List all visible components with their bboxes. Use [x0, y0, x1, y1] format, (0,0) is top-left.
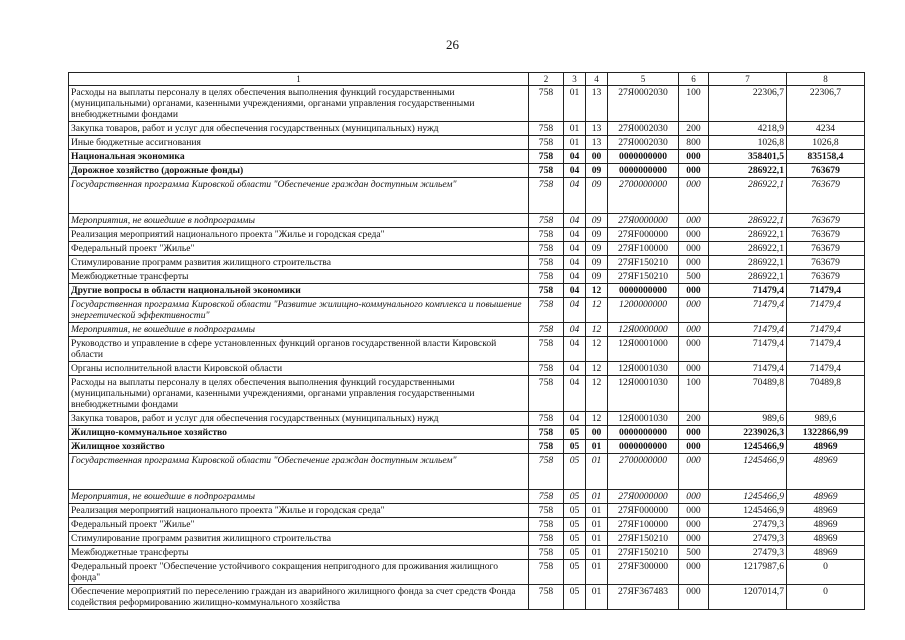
row-expense-type: 000	[679, 323, 709, 337]
row-expense-type: 000	[679, 256, 709, 270]
row-grbs: 758	[529, 122, 564, 136]
row-sum-2: 989,6	[787, 412, 865, 426]
row-target-article: 12Я0001000	[608, 337, 679, 362]
row-grbs: 758	[529, 426, 564, 440]
column-header-grbs: 2	[529, 73, 564, 86]
row-sum-1: 27479,3	[709, 518, 787, 532]
row-target-article: 27Я0002030	[608, 136, 679, 150]
table-row	[69, 256, 865, 270]
row-grbs: 758	[529, 546, 564, 560]
row-target-article: 12Я0001030	[608, 362, 679, 376]
row-sum-2: 1322866,99	[787, 426, 865, 440]
row-target-article: 27ЯF150210	[608, 270, 679, 284]
table-row	[69, 518, 865, 532]
row-expense-type: 000	[679, 560, 709, 585]
row-sum-2: 763679	[787, 270, 865, 284]
row-sum-1: 1245466,9	[709, 490, 787, 504]
row-expense-type: 000	[679, 532, 709, 546]
table-row	[69, 323, 865, 337]
row-grbs: 758	[529, 454, 564, 490]
table-row	[69, 228, 865, 242]
row-sum-1: 71479,4	[709, 298, 787, 323]
row-section: 04	[564, 284, 586, 298]
row-subsection: 12	[586, 298, 608, 323]
row-sum-2: 22306,7	[787, 86, 865, 122]
row-grbs: 758	[529, 228, 564, 242]
row-sum-1: 1245466,9	[709, 504, 787, 518]
row-section: 05	[564, 426, 586, 440]
row-section: 05	[564, 585, 586, 610]
table-row	[69, 532, 865, 546]
row-grbs: 758	[529, 376, 564, 412]
row-expense-type: 000	[679, 228, 709, 242]
row-section: 05	[564, 560, 586, 585]
row-sum-2: 48969	[787, 490, 865, 504]
row-target-article: 27Я0000000	[608, 214, 679, 228]
row-grbs: 758	[529, 518, 564, 532]
row-sum-1: 286922,1	[709, 228, 787, 242]
table-row	[69, 362, 865, 376]
row-sum-1: 989,6	[709, 412, 787, 426]
row-subsection: 12	[586, 376, 608, 412]
row-expense-type: 000	[679, 585, 709, 610]
row-sum-2: 763679	[787, 214, 865, 228]
row-subsection: 09	[586, 228, 608, 242]
row-name: Межбюджетные трансферты	[69, 270, 529, 284]
table-row	[69, 214, 865, 228]
row-sum-1: 286922,1	[709, 178, 787, 214]
row-section: 05	[564, 454, 586, 490]
table-row	[69, 426, 865, 440]
row-grbs: 758	[529, 86, 564, 122]
row-grbs: 758	[529, 164, 564, 178]
table-row	[69, 136, 865, 150]
row-grbs: 758	[529, 585, 564, 610]
row-sum-2: 763679	[787, 164, 865, 178]
row-subsection: 12	[586, 284, 608, 298]
row-grbs: 758	[529, 323, 564, 337]
row-target-article: 12Я0001030	[608, 412, 679, 426]
table-row	[69, 178, 865, 214]
row-sum-2: 0	[787, 585, 865, 610]
column-header-sum-2: 8	[787, 73, 865, 86]
row-section: 04	[564, 214, 586, 228]
row-expense-type: 000	[679, 454, 709, 490]
row-grbs: 758	[529, 412, 564, 426]
row-sum-2: 0	[787, 560, 865, 585]
row-target-article: 27ЯF100000	[608, 242, 679, 256]
row-target-article: 1200000000	[608, 298, 679, 323]
row-sum-2: 71479,4	[787, 337, 865, 362]
table-row	[69, 242, 865, 256]
row-grbs: 758	[529, 242, 564, 256]
row-subsection: 09	[586, 270, 608, 284]
row-grbs: 758	[529, 298, 564, 323]
row-grbs: 758	[529, 504, 564, 518]
row-target-article: 27ЯF000000	[608, 504, 679, 518]
row-sum-1: 71479,4	[709, 362, 787, 376]
row-target-article: 0000000000	[608, 150, 679, 164]
row-subsection: 01	[586, 454, 608, 490]
row-grbs: 758	[529, 136, 564, 150]
row-sum-1: 71479,4	[709, 323, 787, 337]
row-name: Другие вопросы в области национальной экономики	[69, 284, 529, 298]
row-target-article: 27Я0000000	[608, 490, 679, 504]
row-name: Государственная программа Кировской области "Обеспечение граждан доступным жильем"	[69, 178, 529, 214]
row-name: Федеральный проект "Обеспечение устойчивого сокращения непригодного для проживания жилищного фонда"	[69, 560, 529, 585]
row-section: 04	[564, 323, 586, 337]
table-row	[69, 504, 865, 518]
row-section: 04	[564, 256, 586, 270]
row-sum-2: 71479,4	[787, 362, 865, 376]
row-section: 04	[564, 298, 586, 323]
row-target-article: 27ЯF000000	[608, 228, 679, 242]
row-subsection: 09	[586, 256, 608, 270]
row-sum-2: 70489,8	[787, 376, 865, 412]
row-sum-1: 27479,3	[709, 532, 787, 546]
row-subsection: 01	[586, 532, 608, 546]
row-target-article: 27ЯF150210	[608, 256, 679, 270]
row-sum-1: 1245466,9	[709, 454, 787, 490]
row-name: Государственная программа Кировской области "Развитие жилищно-коммунального комплекса и повышение энергетической эффективности"	[69, 298, 529, 323]
row-sum-2: 48969	[787, 546, 865, 560]
page-number: 26	[446, 37, 459, 52]
column-header-section: 3	[564, 73, 586, 86]
row-sum-2: 71479,4	[787, 323, 865, 337]
row-expense-type: 000	[679, 284, 709, 298]
row-sum-2: 763679	[787, 178, 865, 214]
row-subsection: 01	[586, 490, 608, 504]
row-expense-type: 000	[679, 440, 709, 454]
row-expense-type: 000	[679, 426, 709, 440]
row-name: Реализация мероприятий национального проекта "Жилье и городская среда"	[69, 504, 529, 518]
row-grbs: 758	[529, 178, 564, 214]
row-sum-1: 2239026,3	[709, 426, 787, 440]
row-subsection: 13	[586, 86, 608, 122]
table-row	[69, 270, 865, 284]
row-expense-type: 100	[679, 86, 709, 122]
row-grbs: 758	[529, 440, 564, 454]
row-section: 04	[564, 228, 586, 242]
row-sum-2: 763679	[787, 228, 865, 242]
row-expense-type: 000	[679, 150, 709, 164]
row-subsection: 01	[586, 546, 608, 560]
column-header-target-article: 5	[608, 73, 679, 86]
row-section: 04	[564, 164, 586, 178]
row-name: Расходы на выплаты персоналу в целях обеспечения выполнения функций государственными (муниципальными) органами, казенными учреждениями, органами управления государственными внебюджетными фондами	[69, 376, 529, 412]
column-header-sum-1: 7	[709, 73, 787, 86]
row-target-article: 27ЯF150210	[608, 546, 679, 560]
row-sum-2: 763679	[787, 242, 865, 256]
row-section: 01	[564, 86, 586, 122]
row-sum-2: 48969	[787, 440, 865, 454]
row-name: Расходы на выплаты персоналу в целях обеспечения выполнения функций государственными (муниципальными) органами, казенными учреждениями, органами управления государственными внебюджетными фондами	[69, 86, 529, 122]
row-section: 04	[564, 412, 586, 426]
row-expense-type: 000	[679, 214, 709, 228]
row-grbs: 758	[529, 150, 564, 164]
table-row	[69, 376, 865, 412]
row-subsection: 13	[586, 136, 608, 150]
table-row	[69, 86, 865, 122]
row-name: Иные бюджетные ассигнования	[69, 136, 529, 150]
row-sum-2: 48969	[787, 532, 865, 546]
row-target-article: 27ЯF300000	[608, 560, 679, 585]
row-section: 01	[564, 136, 586, 150]
row-subsection: 12	[586, 412, 608, 426]
row-section: 04	[564, 178, 586, 214]
row-subsection: 13	[586, 122, 608, 136]
row-name: Закупка товаров, работ и услуг для обеспечения государственных (муниципальных) нужд	[69, 122, 529, 136]
table-row	[69, 298, 865, 323]
row-section: 05	[564, 490, 586, 504]
row-name: Руководство и управление в сфере установленных функций органов государственной власти Кировской области	[69, 337, 529, 362]
row-grbs: 758	[529, 560, 564, 585]
row-section: 05	[564, 440, 586, 454]
row-name: Федеральный проект "Жилье"	[69, 242, 529, 256]
table-row	[69, 585, 865, 610]
table-row	[69, 412, 865, 426]
row-sum-2: 835158,4	[787, 150, 865, 164]
row-name: Федеральный проект "Жилье"	[69, 518, 529, 532]
row-sum-2: 763679	[787, 256, 865, 270]
column-number-row	[69, 73, 865, 86]
table-row	[69, 150, 865, 164]
row-name: Реализация мероприятий национального проекта "Жилье и городская среда"	[69, 228, 529, 242]
row-sum-1: 4218,9	[709, 122, 787, 136]
row-sum-1: 1207014,7	[709, 585, 787, 610]
row-section: 05	[564, 504, 586, 518]
row-subsection: 12	[586, 337, 608, 362]
row-sum-1: 71479,4	[709, 337, 787, 362]
row-sum-1: 286922,1	[709, 214, 787, 228]
row-subsection: 09	[586, 178, 608, 214]
row-subsection: 00	[586, 426, 608, 440]
row-section: 04	[564, 376, 586, 412]
row-target-article: 12Я0001030	[608, 376, 679, 412]
row-expense-type: 000	[679, 298, 709, 323]
budget-table	[68, 72, 865, 610]
row-sum-1: 286922,1	[709, 256, 787, 270]
table-row	[69, 454, 865, 490]
row-target-article: 0000000000	[608, 426, 679, 440]
row-target-article: 27Я0002030	[608, 86, 679, 122]
row-target-article: 27ЯF150210	[608, 532, 679, 546]
row-subsection: 00	[586, 150, 608, 164]
row-expense-type: 100	[679, 376, 709, 412]
row-section: 04	[564, 337, 586, 362]
row-expense-type: 000	[679, 362, 709, 376]
table-row	[69, 164, 865, 178]
row-name: Дорожное хозяйство (дорожные фонды)	[69, 164, 529, 178]
row-name: Мероприятия, не вошедшие в подпрограммы	[69, 490, 529, 504]
row-expense-type: 000	[679, 490, 709, 504]
column-header-name: 1	[69, 73, 529, 86]
row-subsection: 12	[586, 323, 608, 337]
row-section: 05	[564, 518, 586, 532]
row-grbs: 758	[529, 532, 564, 546]
row-target-article: 27ЯF367483	[608, 585, 679, 610]
column-header-expense-type: 6	[679, 73, 709, 86]
row-subsection: 01	[586, 518, 608, 532]
row-subsection: 01	[586, 504, 608, 518]
row-name: Межбюджетные трансферты	[69, 546, 529, 560]
row-subsection: 01	[586, 585, 608, 610]
column-header-subsection: 4	[586, 73, 608, 86]
row-sum-1: 1245466,9	[709, 440, 787, 454]
row-target-article: 2700000000	[608, 454, 679, 490]
row-target-article: 27ЯF100000	[608, 518, 679, 532]
row-subsection: 09	[586, 164, 608, 178]
row-expense-type: 200	[679, 122, 709, 136]
row-subsection: 09	[586, 242, 608, 256]
row-grbs: 758	[529, 256, 564, 270]
table-row	[69, 490, 865, 504]
row-sum-2: 48969	[787, 504, 865, 518]
table-row	[69, 560, 865, 585]
row-name: Стимулирование программ развития жилищного строительства	[69, 532, 529, 546]
row-sum-1: 286922,1	[709, 242, 787, 256]
row-grbs: 758	[529, 270, 564, 284]
row-sum-1: 27479,3	[709, 546, 787, 560]
row-name: Жилищно-коммунальное хозяйство	[69, 426, 529, 440]
table-row	[69, 284, 865, 298]
row-target-article: 0000000000	[608, 284, 679, 298]
row-expense-type: 500	[679, 270, 709, 284]
row-grbs: 758	[529, 337, 564, 362]
row-name: Стимулирование программ развития жилищного строительства	[69, 256, 529, 270]
row-sum-1: 1026,8	[709, 136, 787, 150]
row-name: Национальная экономика	[69, 150, 529, 164]
row-section: 04	[564, 242, 586, 256]
row-sum-2: 4234	[787, 122, 865, 136]
row-target-article: 12Я0000000	[608, 323, 679, 337]
row-name: Органы исполнительной власти Кировской области	[69, 362, 529, 376]
row-sum-2: 71479,4	[787, 284, 865, 298]
row-expense-type: 000	[679, 178, 709, 214]
table-row	[69, 546, 865, 560]
row-grbs: 758	[529, 284, 564, 298]
row-name: Закупка товаров, работ и услуг для обеспечения государственных (муниципальных) нужд	[69, 412, 529, 426]
row-section: 04	[564, 362, 586, 376]
row-target-article: 0000000000	[608, 164, 679, 178]
row-section: 05	[564, 546, 586, 560]
row-grbs: 758	[529, 362, 564, 376]
row-name: Государственная программа Кировской области "Обеспечение граждан доступным жильем"	[69, 454, 529, 490]
row-sum-1: 70489,8	[709, 376, 787, 412]
row-grbs: 758	[529, 214, 564, 228]
row-sum-2: 1026,8	[787, 136, 865, 150]
budget-rows	[69, 86, 865, 610]
row-subsection: 09	[586, 214, 608, 228]
row-target-article: 0000000000	[608, 440, 679, 454]
row-grbs: 758	[529, 490, 564, 504]
row-section: 04	[564, 270, 586, 284]
row-subsection: 01	[586, 440, 608, 454]
row-name: Мероприятия, не вошедшие в подпрограммы	[69, 323, 529, 337]
row-sum-2: 48969	[787, 454, 865, 490]
row-expense-type: 500	[679, 546, 709, 560]
row-sum-1: 286922,1	[709, 270, 787, 284]
row-name: Жилищное хозяйство	[69, 440, 529, 454]
row-sum-2: 48969	[787, 518, 865, 532]
row-sum-1: 1217987,6	[709, 560, 787, 585]
table-row	[69, 337, 865, 362]
row-expense-type: 000	[679, 518, 709, 532]
table-row	[69, 122, 865, 136]
row-expense-type: 000	[679, 504, 709, 518]
row-sum-1: 71479,4	[709, 284, 787, 298]
row-expense-type: 000	[679, 242, 709, 256]
row-target-article: 27Я0002030	[608, 122, 679, 136]
row-expense-type: 000	[679, 164, 709, 178]
row-sum-1: 358401,5	[709, 150, 787, 164]
row-sum-1: 22306,7	[709, 86, 787, 122]
row-section: 04	[564, 150, 586, 164]
row-target-article: 2700000000	[608, 178, 679, 214]
row-name: Обеспечение мероприятий по переселению граждан из аварийного жилищного фонда за счет средств Фонда содействия реформированию жилищно-коммунального хозяйства	[69, 585, 529, 610]
row-section: 01	[564, 122, 586, 136]
row-expense-type: 000	[679, 337, 709, 362]
row-expense-type: 800	[679, 136, 709, 150]
row-sum-2: 71479,4	[787, 298, 865, 323]
row-subsection: 12	[586, 362, 608, 376]
row-expense-type: 200	[679, 412, 709, 426]
table-row	[69, 440, 865, 454]
row-name: Мероприятия, не вошедшие в подпрограммы	[69, 214, 529, 228]
row-subsection: 01	[586, 560, 608, 585]
row-sum-1: 286922,1	[709, 164, 787, 178]
row-section: 05	[564, 532, 586, 546]
